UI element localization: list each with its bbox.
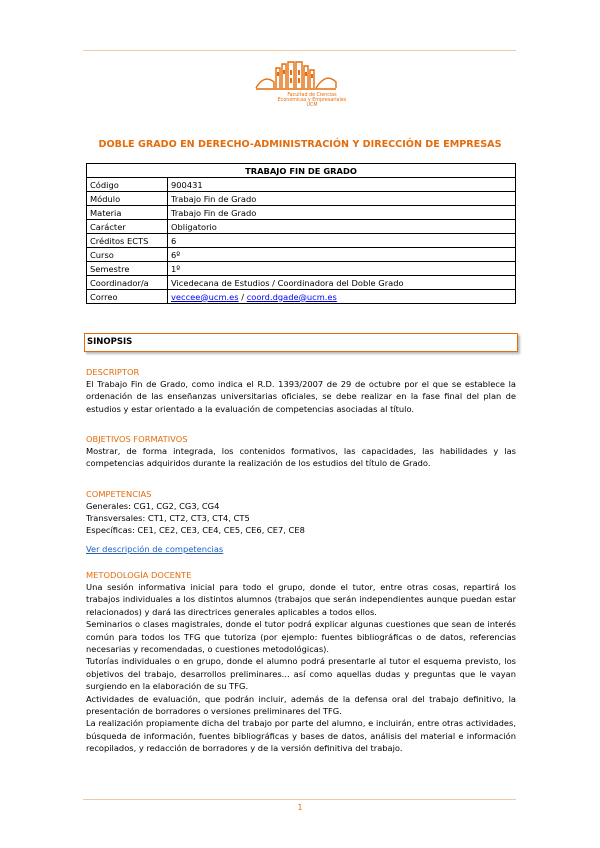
row-label: Correo	[87, 290, 168, 304]
row-value: 6	[168, 234, 516, 248]
email-link-1[interactable]: veccee@ucm.es	[171, 291, 239, 302]
top-divider	[83, 50, 516, 51]
metodologia-paragraph: Tutorías individuales o en grupo, donde el alumno podrá presentarle al tutor el esquema previsto, los objetivos del trabajo, desarrollos preliminares... así como aquellas dudas y preguntas que le vayan surgiendo en la elaboración de su TFG.	[86, 656, 516, 692]
page-number: 1	[297, 803, 303, 812]
row-label: Semestre	[87, 262, 168, 276]
metodologia-paragraph: Seminarios o clases magistrales, donde el tutor podrá explicar algunas cuestiones que sean de interés común para todos los TFG que tutoriza (por ejemplo: fuentes bibliográficas o de datos, referencias necesarias y recomendadas, o cuestiones metodológicas).	[86, 619, 516, 655]
objetivos-section	[86, 433, 516, 470]
metodologia-paragraph: La realización propiamente dicha del trabajo por parte del alumno, e incluirán, entre otras actividades, búsqueda de información, fuentes bibliográficas y bases de datos, análisis del material e información recopilados, y redacción de borradores y de la versión definitiva del trabajo.	[86, 718, 516, 754]
row-value: Obligatorio	[168, 220, 516, 234]
row-label: Módulo	[87, 192, 168, 206]
table-heading: TRABAJO FIN DE GRADO	[87, 164, 516, 178]
competencias-link[interactable]: Ver descripción de competencias	[86, 543, 224, 554]
row-label: Materia	[87, 206, 168, 220]
competencias-transversales: Transversales: CT1, CT2, CT3, CT4, CT5	[86, 513, 250, 524]
competencias-heading: COMPETENCIAS	[86, 489, 152, 499]
document-title: DOBLE GRADO EN DERECHO-ADMINISTRACIÓN Y DIRECCIÓN DE EMPRESAS	[98, 139, 502, 150]
email-cell	[168, 290, 516, 304]
row-value: 6º	[168, 248, 516, 262]
sinopsis-label: SINOPSIS	[87, 337, 133, 347]
metodologia-paragraph: Actividades de evaluación, que podrán incluir, además de la defensa oral del trabajo definitivo, la presentación de borradores o versiones preliminares del TFG.	[86, 693, 516, 717]
row-value: Trabajo Fin de Grado	[168, 206, 516, 220]
competencias-section	[86, 488, 516, 556]
row-label: Carácter	[87, 220, 168, 234]
table-row	[87, 276, 516, 290]
faculty-logo	[254, 58, 346, 110]
bottom-divider	[83, 799, 516, 800]
svg-text:UCM: UCM	[306, 103, 318, 108]
svg-text:Facultad de Ciencias: Facultad de Ciencias	[287, 93, 337, 98]
row-value: Trabajo Fin de Grado	[168, 192, 516, 206]
table-row	[87, 262, 516, 276]
competencias-generales: Generales: CG1, CG2, CG3, CG4	[86, 501, 220, 511]
email-link-2[interactable]: coord.dgade@ucm.es	[246, 291, 337, 302]
metodologia-section	[86, 569, 516, 755]
row-value: 900431	[168, 178, 516, 192]
table-row	[87, 234, 516, 248]
row-value: Vicedecana de Estudios / Coordinadora del Doble Grado	[168, 276, 516, 290]
table-row	[87, 206, 516, 220]
row-label: Código	[87, 178, 168, 192]
competencias-especificas: Específicas: CE1, CE2, CE3, CE4, CE5, CE6, CE7, CE8	[86, 525, 305, 536]
table-row	[87, 220, 516, 234]
svg-text:Económicas y Empresariales: Económicas y Empresariales	[277, 98, 346, 103]
metodologia-heading: METODOLOGÍA DOCENTE	[86, 570, 192, 580]
objetivos-heading: OBJETIVOS FORMATIVOS	[86, 434, 188, 444]
table-row	[87, 248, 516, 262]
table-row	[87, 192, 516, 206]
descriptor-heading: DESCRIPTOR	[86, 367, 140, 377]
row-label: Coordinador/a	[87, 276, 168, 290]
objetivos-text: Mostrar, de forma integrada, los contenidos formativos, las capacidades, las habilidades y las competencias adquiridos durante la realización de los estudios del título de Grado.	[86, 446, 516, 469]
row-label: Créditos ECTS	[87, 234, 168, 248]
row-label: Curso	[87, 248, 168, 262]
descriptor-text: El Trabajo Fin de Grado, como indica el R.D. 1393/2007 de 29 de octubre por el que se establece la ordenación de las enseñanzas universitarias oficiales, se debe realizar en la fase final del plan de estudios y estar orientado a la evaluación de competencias asociadas al título.	[86, 379, 516, 414]
descriptor-section	[86, 366, 516, 415]
table-row	[87, 290, 516, 304]
course-info-table	[86, 163, 516, 304]
metodologia-paragraph: Una sesión informativa inicial para todo el grupo, donde el tutor, entre otras cosas, repartirá los trabajos individuales a los distintos alumnos (trabajos que serán independientes aunque puedan estar relacionados) y dará las directrices generales aplicables a todos ellos.	[86, 582, 516, 617]
email-separator: /	[238, 291, 247, 302]
sinopsis-header	[84, 333, 518, 352]
row-value: 1º	[168, 262, 516, 276]
table-row	[87, 178, 516, 192]
